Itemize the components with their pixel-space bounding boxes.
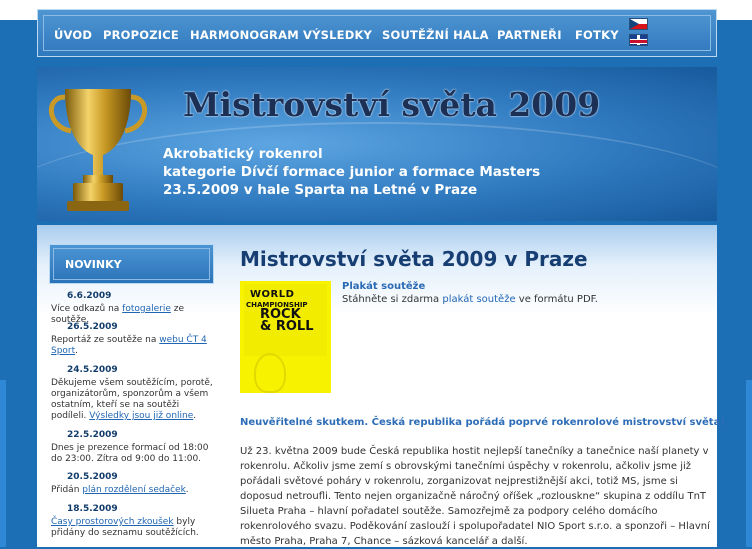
- news-heading: NOVINKY: [65, 258, 122, 271]
- news-text: Děkujeme všem soutěžícím, porotě, organizátorům, sponzorům a všem ostatním, kteří se na soutěži podíleli.: [51, 378, 213, 421]
- news-text: .: [185, 485, 189, 495]
- news-date: 18.5.2009: [67, 504, 118, 514]
- news-text: byly přidány do seznamu soutěžících.: [51, 517, 199, 538]
- nav-item-vysledky[interactable]: VÝSLEDKY: [303, 28, 373, 42]
- czech-flag-icon[interactable]: [629, 18, 648, 30]
- poster-download-link[interactable]: plakát soutěže: [442, 294, 516, 305]
- news-item: [51, 378, 216, 422]
- poster-text-rock: ROCK: [260, 307, 301, 322]
- poster-description: [342, 294, 598, 305]
- news-date: 24.5.2009: [67, 365, 118, 375]
- news-heading-box: [49, 244, 214, 284]
- news-item: [51, 335, 216, 357]
- news-text: Dnes je prezence formací od 18:00 do 23:00. Zítra od 9:00 do 11:00.: [51, 443, 209, 464]
- news-date: 22.5.2009: [67, 430, 118, 440]
- news-link-zkousky[interactable]: Časy prostorových zkoušek: [51, 517, 174, 527]
- news-text: .: [75, 346, 79, 356]
- main-navigation: [37, 9, 717, 57]
- dancer-figure: [254, 353, 286, 393]
- header-banner: [37, 67, 717, 221]
- news-date: 26.5.2009: [67, 322, 118, 332]
- banner-subtitle-1: Akrobatický rokenrol: [163, 146, 323, 162]
- page-title: Mistrovství světa 2009 v Praze: [240, 247, 588, 271]
- banner-title: Mistrovství světa 2009: [183, 85, 601, 124]
- news-date: 6.6.2009: [67, 291, 112, 301]
- poster-text: CHAMPIONSHIP: [246, 301, 308, 309]
- nav-item-fotky[interactable]: FOTKY: [575, 28, 619, 42]
- news-text: ze soutěže.: [51, 304, 185, 325]
- page-edge-right: [746, 380, 752, 547]
- content-area: [37, 225, 725, 547]
- poster-description-text: Stáhněte si zdarma: [342, 294, 443, 305]
- news-text: .: [193, 411, 197, 421]
- page-edge-left: [0, 380, 6, 547]
- news-item: [51, 443, 216, 465]
- news-link-ct4[interactable]: webu ČT 4 Sport: [51, 335, 207, 356]
- poster-heading: Plakát soutěže: [342, 281, 426, 292]
- news-link-fotogalerie[interactable]: fotogalerie: [122, 304, 171, 314]
- english-flag-icon[interactable]: [629, 34, 648, 46]
- article-body: Už 23. května 2009 bude Česká republika hostit nejlepší tanečníky a tanečnice naší planety v rokenrolu. Ačkoliv jsme zemí s obrovskými tanečními úspěchy v rokenrolu, ačkoliv jsme již pořádali světové poháry v rokenrolu, zorganizovat nejprestižnější akci, totiž MS, jsme si doposud netroufli. Tento nejen organizačně náročný oříšek „rozlouskne“ skupina z oddílu TnT Silueta Praha – hlavní pořadatel soutěže. Samozřejmě za podpory celého domácího rokenrolového svazu. Poděkování zaslouží i spolupořadatel NIO Sport s.r.o. a sponzoři – Hlavní město Praha, Praha 7, Chance – sázková kancelář a další.: [240, 446, 710, 547]
- news-text: Více odkazů na: [51, 304, 123, 314]
- news-text: Přidán: [51, 485, 83, 495]
- news-link-vysledky[interactable]: Výsledky jsou již online: [89, 411, 194, 421]
- news-date: 20.5.2009: [67, 472, 118, 482]
- nav-item-propozice[interactable]: PROPOZICE: [103, 28, 179, 42]
- news-item: [51, 485, 216, 496]
- banner-subtitle-2: kategorie Dívčí formace junior a formace Masters: [163, 164, 541, 180]
- nav-item-partneri[interactable]: PARTNEŘI: [497, 28, 562, 42]
- poster-text: [260, 309, 314, 333]
- article-headline: Neuvěřitelné skutkem. Česká republika pořádá poprvé rokenrolové mistrovství světa!: [240, 417, 725, 428]
- news-item: [51, 517, 216, 539]
- poster-description-text: ve formátu PDF.: [515, 294, 598, 305]
- trophy-icon: [43, 79, 153, 219]
- poster-text: WORLD: [250, 289, 295, 300]
- poster-text-roll: & ROLL: [260, 319, 314, 334]
- news-text: Reportáž ze soutěže na: [51, 335, 160, 345]
- nav-item-harmonogram[interactable]: HARMONOGRAM: [190, 28, 299, 42]
- banner-subtitle-3: 23.5.2009 v hale Sparta na Letné v Praze: [163, 182, 478, 198]
- nav-item-uvod[interactable]: ÚVOD: [54, 28, 93, 42]
- poster-image[interactable]: [240, 281, 331, 405]
- sponsor-strip: [240, 393, 331, 405]
- nav-item-soutezni-hala[interactable]: SOUTĚŽNÍ HALA: [382, 28, 489, 42]
- news-link-sedacky[interactable]: plán rozdělení sedaček: [82, 485, 186, 495]
